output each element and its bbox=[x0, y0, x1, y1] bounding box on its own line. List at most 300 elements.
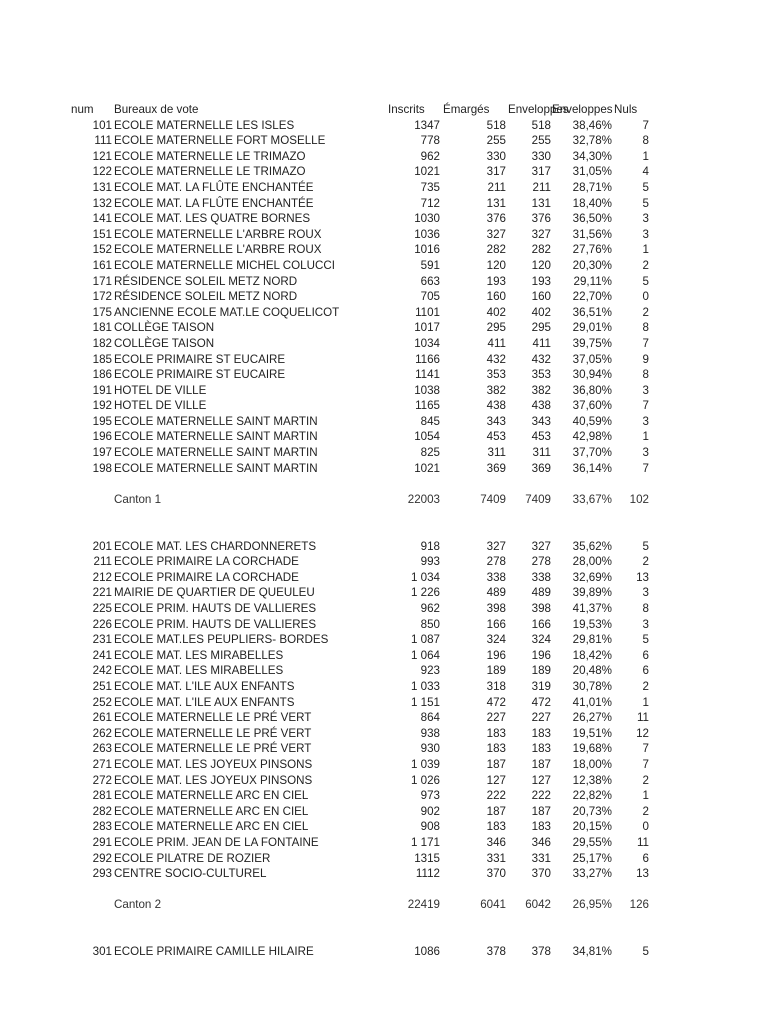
header-nuls: Nuls bbox=[614, 103, 638, 116]
cell-enveloppes: 432 bbox=[531, 352, 551, 366]
table-row bbox=[0, 554, 770, 570]
table-row bbox=[0, 788, 770, 804]
cell-name: ECOLE PRIM. HAUTS DE VALLIERES bbox=[114, 602, 317, 615]
cell-nuls: 7 bbox=[642, 399, 649, 413]
cell-pct: 18,00% bbox=[572, 757, 612, 771]
cell-inscrits: 778 bbox=[420, 134, 440, 148]
table-row bbox=[0, 352, 770, 368]
table-row bbox=[0, 632, 770, 648]
cell-num: 231 bbox=[92, 633, 112, 647]
cell-nuls: 3 bbox=[642, 227, 649, 241]
cell-enveloppes: 183 bbox=[531, 742, 551, 756]
cell-inscrits: 712 bbox=[420, 196, 440, 210]
cell-pct: 20,48% bbox=[572, 664, 612, 678]
cell-pct: 39,75% bbox=[572, 336, 612, 350]
cell-pct: 29,01% bbox=[572, 321, 612, 335]
cell-enveloppes: 196 bbox=[531, 648, 551, 662]
cell-pct: 38,46% bbox=[572, 118, 612, 132]
cell-emarges: 453 bbox=[486, 430, 506, 444]
cell-name: ECOLE PRIMAIRE ST EUCAIRE bbox=[114, 368, 286, 382]
total-cell-inscrits: 22419 bbox=[407, 898, 440, 912]
cell-enveloppes: 211 bbox=[532, 180, 551, 194]
cell-enveloppes: 327 bbox=[531, 227, 551, 241]
cell-name: ECOLE PRIM. HAUTS DE VALLIERES bbox=[114, 617, 317, 631]
cell-emarges: 438 bbox=[486, 399, 506, 413]
cell-pct: 30,78% bbox=[572, 679, 612, 693]
cell-pct: 35,62% bbox=[572, 539, 612, 553]
cell-num: 122 bbox=[92, 165, 112, 179]
cell-nuls: 6 bbox=[642, 851, 649, 865]
cell-inscrits: 1 171 bbox=[410, 835, 440, 849]
spacer-row bbox=[0, 523, 770, 539]
cell-emarges: 378 bbox=[486, 945, 506, 959]
cell-enveloppes: 330 bbox=[531, 149, 551, 163]
cell-enveloppes: 343 bbox=[531, 414, 551, 428]
cell-name: ECOLE MAT. LES CHARDONNERETS bbox=[114, 539, 317, 553]
cell-emarges: 187 bbox=[486, 804, 506, 818]
table-row bbox=[0, 835, 770, 851]
cell-enveloppes: 331 bbox=[531, 851, 551, 865]
cell-pct: 19,53% bbox=[572, 617, 612, 631]
cell-nuls: 5 bbox=[642, 180, 649, 194]
cell-name: HOTEL DE VILLE bbox=[114, 383, 207, 397]
cell-inscrits: 1165 bbox=[415, 399, 440, 413]
cell-enveloppes: 378 bbox=[531, 945, 551, 959]
header-inscrits: Inscrits bbox=[388, 103, 425, 116]
table-row bbox=[0, 804, 770, 820]
cell-num: 132 bbox=[92, 196, 112, 210]
table-row bbox=[0, 679, 770, 695]
table-body bbox=[0, 118, 770, 960]
cell-emarges: 327 bbox=[486, 227, 506, 241]
cell-nuls: 7 bbox=[642, 742, 649, 756]
cell-enveloppes: 295 bbox=[531, 321, 551, 335]
cell-inscrits: 918 bbox=[420, 539, 440, 553]
cell-nuls: 1 bbox=[642, 789, 649, 803]
cell-enveloppes: 382 bbox=[531, 383, 551, 397]
table-row bbox=[0, 118, 770, 134]
cell-name: ECOLE MATERNELLE ARC EN CIEL bbox=[114, 789, 309, 803]
cell-inscrits: 1 039 bbox=[410, 757, 440, 771]
cell-enveloppes: 311 bbox=[532, 446, 551, 460]
cell-inscrits: 930 bbox=[420, 742, 440, 756]
cell-pct: 26,27% bbox=[572, 711, 612, 725]
table-row bbox=[0, 757, 770, 773]
cell-nuls: 3 bbox=[642, 414, 649, 428]
cell-emarges: 376 bbox=[486, 212, 506, 226]
cell-pct: 36,51% bbox=[572, 305, 612, 319]
cell-pct: 18,42% bbox=[572, 648, 612, 662]
cell-emarges: 370 bbox=[486, 867, 506, 881]
cell-nuls: 5 bbox=[642, 633, 649, 647]
cell-inscrits: 962 bbox=[420, 149, 440, 163]
cell-num: 252 bbox=[92, 695, 112, 709]
table-row bbox=[0, 149, 770, 165]
cell-name: ECOLE PRIMAIRE LA CORCHADE bbox=[114, 555, 299, 569]
cell-inscrits: 663 bbox=[420, 274, 440, 288]
cell-enveloppes: 120 bbox=[531, 258, 551, 272]
table-row bbox=[0, 227, 770, 243]
cell-nuls: 4 bbox=[642, 165, 649, 179]
cell-name: ECOLE MAT.LES PEUPLIERS- BORDES bbox=[114, 633, 329, 647]
cell-emarges: 127 bbox=[486, 773, 506, 787]
cell-nuls: 5 bbox=[642, 196, 649, 210]
total-cell-name: Canton 1 bbox=[114, 492, 162, 506]
cell-enveloppes: 183 bbox=[531, 726, 551, 740]
cell-enveloppes: 131 bbox=[531, 196, 551, 210]
cell-emarges: 331 bbox=[486, 851, 506, 865]
cell-nuls: 7 bbox=[642, 118, 649, 132]
cell-enveloppes: 227 bbox=[531, 711, 551, 725]
cell-pct: 32,78% bbox=[572, 134, 612, 148]
cell-emarges: 353 bbox=[486, 368, 506, 382]
header-row bbox=[0, 102, 770, 118]
cell-inscrits: 1347 bbox=[414, 118, 440, 132]
cell-emarges: 489 bbox=[486, 586, 506, 600]
cell-inscrits: 1141 bbox=[415, 368, 440, 382]
cell-nuls: 8 bbox=[642, 368, 649, 382]
cell-nuls: 12 bbox=[636, 726, 649, 740]
cell-num: 141 bbox=[92, 212, 112, 226]
cell-name: ECOLE MATERNELLE SAINT MARTIN bbox=[114, 446, 318, 460]
cell-name: ECOLE MAT. L'ILE AUX ENFANTS bbox=[114, 679, 295, 693]
cell-emarges: 196 bbox=[486, 648, 506, 662]
cell-num: 281 bbox=[92, 789, 112, 803]
cell-nuls: 2 bbox=[642, 773, 649, 787]
cell-enveloppes: 398 bbox=[531, 602, 551, 615]
cell-name: ECOLE MATERNELLE L'ARBRE ROUX bbox=[114, 243, 322, 257]
total-cell-name: Canton 2 bbox=[114, 898, 162, 912]
table-row bbox=[0, 851, 770, 867]
cell-inscrits: 1 064 bbox=[410, 648, 440, 662]
cell-nuls: 5 bbox=[642, 945, 649, 959]
cell-num: 225 bbox=[92, 602, 112, 615]
cell-num: 293 bbox=[92, 867, 112, 881]
cell-emarges: 518 bbox=[486, 118, 506, 132]
cell-num: 271 bbox=[92, 757, 112, 771]
cell-name: ECOLE MAT. LES JOYEUX PINSONS bbox=[114, 773, 313, 787]
cell-enveloppes: 189 bbox=[531, 664, 551, 678]
cell-pct: 37,05% bbox=[572, 352, 612, 366]
table-row bbox=[0, 726, 770, 742]
table-row bbox=[0, 367, 770, 383]
table-row bbox=[0, 570, 770, 586]
cell-emarges: 346 bbox=[486, 835, 506, 849]
cell-enveloppes: 370 bbox=[531, 867, 551, 881]
cell-emarges: 183 bbox=[486, 726, 506, 740]
cell-nuls: 0 bbox=[642, 290, 649, 304]
cell-name: ECOLE MAT. LES JOYEUX PINSONS bbox=[114, 757, 313, 771]
cell-nuls: 7 bbox=[642, 336, 649, 350]
cell-pct: 12,38% bbox=[572, 773, 612, 787]
total-cell-pct: 26,95% bbox=[572, 898, 612, 912]
cell-enveloppes: 127 bbox=[531, 773, 551, 787]
cell-inscrits: 1036 bbox=[414, 227, 440, 241]
cell-num: 262 bbox=[92, 726, 112, 740]
table-row bbox=[0, 196, 770, 212]
cell-inscrits: 1112 bbox=[415, 867, 440, 881]
cell-name: ECOLE MAT. LES MIRABELLES bbox=[114, 664, 284, 678]
cell-num: 121 bbox=[92, 149, 112, 163]
table-row bbox=[0, 398, 770, 414]
cell-name: ECOLE MATERNELLE FORT MOSELLE bbox=[114, 134, 326, 148]
cell-num: 283 bbox=[92, 820, 112, 834]
cell-name: ECOLE MAT. LA FLÛTE ENCHANTÉE bbox=[114, 180, 314, 194]
cell-name: COLLÈGE TAISON bbox=[114, 336, 215, 350]
cell-nuls: 2 bbox=[642, 555, 649, 569]
cell-emarges: 222 bbox=[486, 789, 506, 803]
cell-num: 201 bbox=[92, 539, 112, 553]
cell-name: RÉSIDENCE SOLEIL METZ NORD bbox=[114, 290, 298, 304]
cell-name: ECOLE MATERNELLE LE PRÉ VERT bbox=[114, 711, 312, 725]
cell-nuls: 8 bbox=[642, 134, 649, 148]
table-row bbox=[0, 601, 770, 617]
cell-num: 171 bbox=[92, 274, 112, 288]
cell-num: 101 bbox=[92, 118, 112, 132]
cell-inscrits: 705 bbox=[420, 290, 440, 304]
cell-enveloppes: 438 bbox=[531, 399, 551, 413]
cell-name: ECOLE MATERNELLE L'ARBRE ROUX bbox=[114, 227, 322, 241]
cell-enveloppes: 327 bbox=[531, 539, 551, 553]
cell-emarges: 183 bbox=[486, 820, 506, 834]
cell-pct: 36,50% bbox=[572, 212, 612, 226]
cell-enveloppes: 187 bbox=[531, 757, 551, 771]
cell-emarges: 343 bbox=[486, 414, 506, 428]
table-row bbox=[0, 944, 770, 960]
cell-inscrits: 1315 bbox=[414, 851, 440, 865]
table-row bbox=[0, 429, 770, 445]
cell-num: 172 bbox=[92, 290, 112, 304]
cell-num: 291 bbox=[92, 835, 112, 849]
cell-pct: 41,01% bbox=[572, 695, 612, 709]
cell-pct: 41,37% bbox=[572, 602, 612, 615]
table-row bbox=[0, 336, 770, 352]
cell-num: 197 bbox=[92, 446, 112, 460]
cell-pct: 36,14% bbox=[572, 461, 612, 475]
cell-nuls: 7 bbox=[642, 461, 649, 475]
cell-inscrits: 1017 bbox=[414, 321, 440, 335]
table-row bbox=[0, 819, 770, 835]
cell-enveloppes: 376 bbox=[531, 212, 551, 226]
cell-inscrits: 1038 bbox=[414, 383, 440, 397]
cell-emarges: 278 bbox=[486, 555, 506, 569]
cell-nuls: 3 bbox=[642, 446, 649, 460]
cell-num: 182 bbox=[92, 336, 112, 350]
cell-name: ECOLE MATERNELLE LES ISLES bbox=[114, 118, 295, 132]
cell-enveloppes: 353 bbox=[531, 368, 551, 382]
cell-inscrits: 735 bbox=[420, 180, 440, 194]
cell-nuls: 13 bbox=[636, 570, 649, 584]
cell-name: ECOLE MATERNELLE LE PRÉ VERT bbox=[114, 742, 312, 756]
cell-emarges: 211 bbox=[487, 180, 506, 194]
cell-num: 195 bbox=[92, 414, 112, 428]
cell-pct: 31,56% bbox=[572, 227, 612, 241]
cell-enveloppes: 518 bbox=[531, 118, 551, 132]
cell-inscrits: 962 bbox=[420, 602, 440, 615]
total-cell-emarges: 7409 bbox=[480, 492, 506, 506]
cell-num: 212 bbox=[92, 570, 112, 584]
cell-pct: 36,80% bbox=[572, 383, 612, 397]
cell-nuls: 3 bbox=[642, 383, 649, 397]
table-row bbox=[0, 211, 770, 227]
cell-nuls: 7 bbox=[642, 757, 649, 771]
cell-emarges: 324 bbox=[486, 633, 506, 647]
cell-inscrits: 1 151 bbox=[410, 695, 440, 709]
table-row bbox=[0, 305, 770, 321]
cell-enveloppes: 402 bbox=[531, 305, 551, 319]
spacer-row bbox=[0, 507, 770, 523]
cell-pct: 20,30% bbox=[572, 258, 612, 272]
total-cell-pct: 33,67% bbox=[572, 492, 612, 506]
cell-name: ECOLE PRIMAIRE CAMILLE HILAIRE bbox=[114, 945, 314, 959]
total-cell-enveloppes: 7409 bbox=[525, 492, 551, 506]
spacer-row bbox=[0, 476, 770, 492]
cell-enveloppes: 183 bbox=[531, 820, 551, 834]
table-row bbox=[0, 383, 770, 399]
cell-nuls: 1 bbox=[642, 149, 649, 163]
cell-num: 131 bbox=[92, 180, 112, 194]
total-cell-inscrits: 22003 bbox=[407, 492, 440, 506]
cell-num: 185 bbox=[92, 352, 112, 366]
cell-enveloppes: 472 bbox=[531, 695, 551, 709]
cell-num: 196 bbox=[92, 430, 112, 444]
cell-num: 186 bbox=[92, 368, 112, 382]
cell-emarges: 187 bbox=[486, 757, 506, 771]
cell-name: ECOLE PRIMAIRE ST EUCAIRE bbox=[114, 352, 286, 366]
cell-pct: 39,89% bbox=[572, 586, 612, 600]
cell-emarges: 330 bbox=[486, 149, 506, 163]
cell-inscrits: 1 226 bbox=[410, 586, 440, 600]
cell-inscrits: 845 bbox=[420, 414, 440, 428]
spacer-row bbox=[0, 882, 770, 898]
cell-emarges: 411 bbox=[487, 336, 506, 350]
cell-nuls: 2 bbox=[642, 305, 649, 319]
cell-num: 242 bbox=[92, 664, 112, 678]
header-enveloppes: Enveloppes bbox=[508, 103, 569, 116]
table-row bbox=[0, 258, 770, 274]
cell-name: ECOLE MATERNELLE LE TRIMAZO bbox=[114, 165, 306, 179]
cell-pct: 40,59% bbox=[572, 414, 612, 428]
cell-name: ECOLE MATERNELLE SAINT MARTIN bbox=[114, 461, 318, 475]
cell-num: 261 bbox=[92, 711, 112, 725]
cell-enveloppes: 346 bbox=[531, 835, 551, 849]
table-row bbox=[0, 585, 770, 601]
cell-emarges: 318 bbox=[486, 679, 506, 693]
cell-nuls: 11 bbox=[636, 835, 649, 849]
cell-pct: 29,81% bbox=[572, 633, 612, 647]
cell-enveloppes: 187 bbox=[531, 804, 551, 818]
cell-inscrits: 1 026 bbox=[410, 773, 440, 787]
cell-emarges: 183 bbox=[486, 742, 506, 756]
cell-name: ECOLE PRIM. JEAN DE LA FONTAINE bbox=[114, 835, 319, 849]
table-row bbox=[0, 648, 770, 664]
table-row bbox=[0, 461, 770, 477]
cell-nuls: 0 bbox=[642, 820, 649, 834]
table-row bbox=[0, 773, 770, 789]
cell-inscrits: 1054 bbox=[414, 430, 440, 444]
cell-enveloppes: 160 bbox=[531, 290, 551, 304]
cell-name: ECOLE MATERNELLE ARC EN CIEL bbox=[114, 820, 309, 834]
cell-name: ECOLE MATERNELLE SAINT MARTIN bbox=[114, 414, 318, 428]
cell-name: ECOLE PILATRE DE ROZIER bbox=[114, 851, 271, 865]
table-row bbox=[0, 180, 770, 196]
cell-enveloppes: 453 bbox=[531, 430, 551, 444]
cell-inscrits: 1 033 bbox=[410, 679, 440, 693]
cell-pct: 22,70% bbox=[572, 290, 612, 304]
canton-total-row bbox=[0, 897, 770, 913]
cell-emarges: 398 bbox=[486, 602, 506, 615]
cell-emarges: 160 bbox=[486, 290, 506, 304]
cell-pct: 25,17% bbox=[572, 851, 612, 865]
table-row bbox=[0, 414, 770, 430]
cell-inscrits: 1021 bbox=[414, 461, 440, 475]
cell-num: 211 bbox=[93, 555, 112, 569]
cell-inscrits: 1 087 bbox=[410, 633, 440, 647]
cell-pct: 31,05% bbox=[572, 165, 612, 179]
cell-num: 263 bbox=[92, 742, 112, 756]
cell-emarges: 402 bbox=[486, 305, 506, 319]
cell-num: 198 bbox=[92, 461, 112, 475]
cell-nuls: 2 bbox=[642, 679, 649, 693]
cell-emarges: 317 bbox=[486, 165, 506, 179]
cell-pct: 32,69% bbox=[572, 570, 612, 584]
cell-pct: 29,11% bbox=[573, 274, 612, 288]
cell-inscrits: 1101 bbox=[415, 305, 440, 319]
cell-enveloppes: 489 bbox=[531, 586, 551, 600]
cell-emarges: 282 bbox=[486, 243, 506, 257]
total-cell-emarges: 6041 bbox=[480, 898, 506, 912]
cell-nuls: 2 bbox=[642, 258, 649, 272]
cell-nuls: 6 bbox=[642, 664, 649, 678]
cell-pct: 28,71% bbox=[572, 180, 612, 194]
cell-emarges: 120 bbox=[486, 258, 506, 272]
table-row bbox=[0, 663, 770, 679]
cell-num: 251 bbox=[92, 679, 112, 693]
cell-name: ECOLE PRIMAIRE LA CORCHADE bbox=[114, 570, 299, 584]
cell-nuls: 9 bbox=[642, 352, 649, 366]
cell-emarges: 255 bbox=[486, 134, 506, 148]
cell-nuls: 5 bbox=[642, 539, 649, 553]
cell-inscrits: 923 bbox=[420, 664, 440, 678]
cell-name: ECOLE MAT. L'ILE AUX ENFANTS bbox=[114, 695, 295, 709]
cell-name: ANCIENNE ECOLE MAT.LE COQUELICOT bbox=[114, 305, 340, 319]
cell-pct: 19,68% bbox=[572, 742, 612, 756]
cell-name: ECOLE MATERNELLE SAINT MARTIN bbox=[114, 430, 318, 444]
cell-nuls: 5 bbox=[642, 274, 649, 288]
header-num: num bbox=[71, 103, 94, 116]
cell-inscrits: 1034 bbox=[414, 336, 440, 350]
cell-inscrits: 850 bbox=[420, 617, 440, 631]
table-row bbox=[0, 617, 770, 633]
cell-emarges: 472 bbox=[486, 695, 506, 709]
cell-inscrits: 1086 bbox=[414, 945, 440, 959]
cell-enveloppes: 166 bbox=[531, 617, 551, 631]
cell-num: 161 bbox=[92, 258, 112, 272]
cell-name: ECOLE MAT. LES MIRABELLES bbox=[114, 648, 284, 662]
cell-name: ECOLE MAT. LES QUATRE BORNES bbox=[114, 212, 311, 226]
cell-name: RÉSIDENCE SOLEIL METZ NORD bbox=[114, 274, 298, 288]
cell-pct: 37,60% bbox=[572, 399, 612, 413]
cell-emarges: 131 bbox=[486, 196, 506, 210]
cell-inscrits: 1016 bbox=[414, 243, 440, 257]
canton-total-row bbox=[0, 492, 770, 508]
cell-emarges: 295 bbox=[486, 321, 506, 335]
cell-name: ECOLE MATERNELLE ARC EN CIEL bbox=[114, 804, 309, 818]
cell-emarges: 432 bbox=[486, 352, 506, 366]
cell-name: ECOLE MAT. LA FLÛTE ENCHANTÉE bbox=[114, 196, 314, 210]
cell-emarges: 189 bbox=[486, 664, 506, 678]
total-cell-enveloppes: 6042 bbox=[525, 898, 551, 912]
